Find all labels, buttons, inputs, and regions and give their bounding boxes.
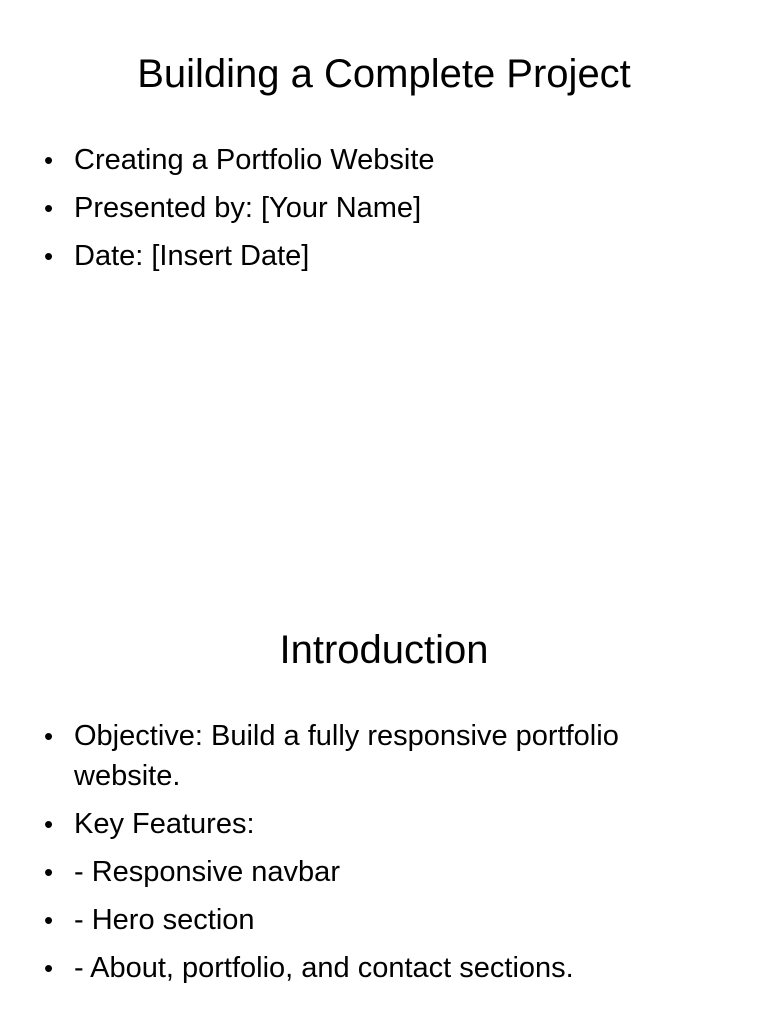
bullet-text: - Responsive navbar [74, 856, 340, 888]
bullet-item [44, 900, 724, 940]
bullet-list [44, 140, 724, 284]
slide-introduction [0, 576, 768, 1024]
bullet-icon: • [44, 857, 54, 887]
bullet-icon: • [44, 809, 54, 839]
bullet-text: Presented by: [Your Name] [74, 192, 422, 224]
bullet-icon: • [44, 193, 54, 223]
bullet-item [44, 140, 724, 180]
bullet-text: Key Features: [74, 808, 255, 840]
slide-title: Introduction [279, 628, 489, 672]
bullet-icon: • [44, 241, 54, 271]
bullet-item [44, 716, 724, 796]
bullet-item [44, 804, 724, 844]
bullet-list [44, 716, 724, 996]
bullet-icon: • [44, 145, 54, 175]
bullet-text: - Hero section [74, 904, 255, 936]
bullet-item [44, 948, 724, 988]
bullet-text: Creating a Portfolio Website [74, 144, 435, 176]
bullet-item [44, 188, 724, 228]
bullet-item [44, 852, 724, 892]
slide-title: Building a Complete Project [137, 52, 631, 96]
bullet-item [44, 236, 724, 276]
bullet-icon: • [44, 905, 54, 935]
bullet-text: Date: [Insert Date] [74, 240, 310, 272]
bullet-icon: • [44, 721, 54, 751]
bullet-text: - About, portfolio, and contact sections. [74, 952, 574, 984]
bullet-text: Objective: Build a fully responsive portfolio website. [74, 720, 619, 792]
bullet-icon: • [44, 953, 54, 983]
